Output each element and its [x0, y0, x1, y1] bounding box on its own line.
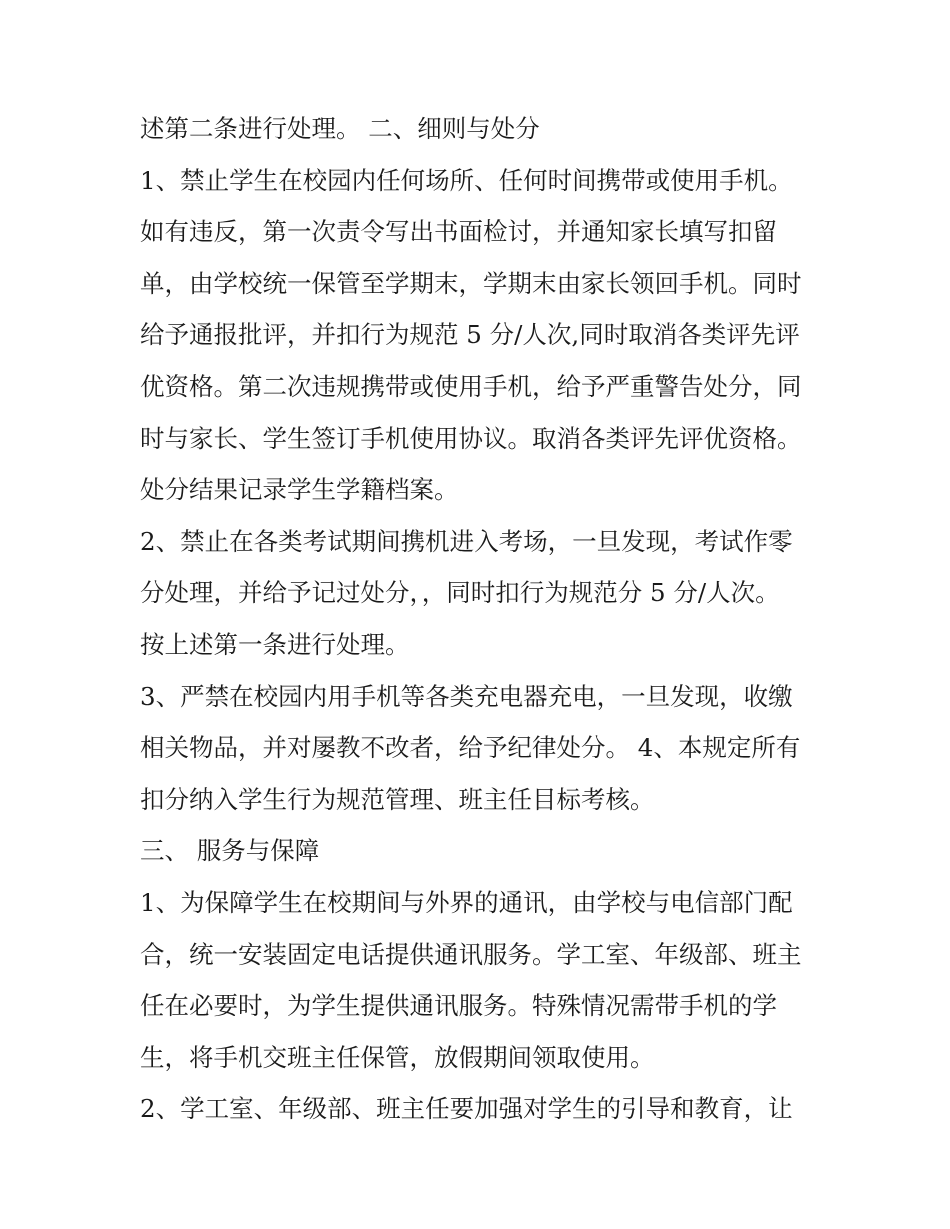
text-line: 如有违反，第一次责令写出书面检讨，并通知家长填写扣留: [140, 217, 777, 247]
text-line: 述第二条进行处理。 二、细则与处分: [140, 114, 540, 143]
text-line: 单，由学校统一保管至学期末，学期末由家长领回手机。同时: [140, 268, 802, 298]
text-line: 给予通报批评，并扣行为规范 5 分/人次,同时取消各类评先评: [140, 320, 800, 350]
text-line: 扣分纳入学生行为规范管理、班主任目标考核。: [140, 784, 655, 814]
text-line: 生，将手机交班主任保管，放假期间领取使用。: [140, 1042, 655, 1072]
text-line: 时与家长、学生签订手机使用协议。取消各类评先评优资格。: [140, 423, 802, 453]
text-line: 2、禁止在各类考试期间携机进入考场，一旦发现，考试作零: [140, 526, 793, 556]
document-body: [140, 103, 820, 1135]
section-heading: 三、 服务与保障: [140, 836, 320, 866]
text-line: 3、严禁在校园内用手机等各类充电器充电，一旦发现，收缴: [140, 681, 793, 711]
text-line: 1、为保障学生在校期间与外界的通讯，由学校与电信部门配: [140, 887, 793, 917]
text-line: 优资格。第二次违规携带或使用手机，给予严重警告处分，同: [140, 371, 802, 401]
text-line: 合，统一安装固定电话提供通讯服务。学工室、年级部、班主: [140, 939, 802, 969]
text-line: 处分结果记录学生学籍档案。: [140, 475, 459, 505]
text-line: 1、禁止学生在校园内任何场所、任何时间携带或使用手机。: [140, 165, 793, 195]
text-line: 相关物品，并对屡教不改者，给予纪律处分。 4、本规定所有: [140, 733, 801, 763]
text-line: 按上述第一条进行处理。: [140, 629, 410, 659]
text-line: 任在必要时，为学生提供通讯服务。特殊情况需带手机的学: [140, 991, 777, 1021]
text-line: 分处理，并给予记过处分，，同时扣行为规范分 5 分/人次。: [140, 578, 780, 608]
text-line: 2、学工室、年级部、班主任要加强对学生的引导和教育，让: [140, 1094, 793, 1124]
